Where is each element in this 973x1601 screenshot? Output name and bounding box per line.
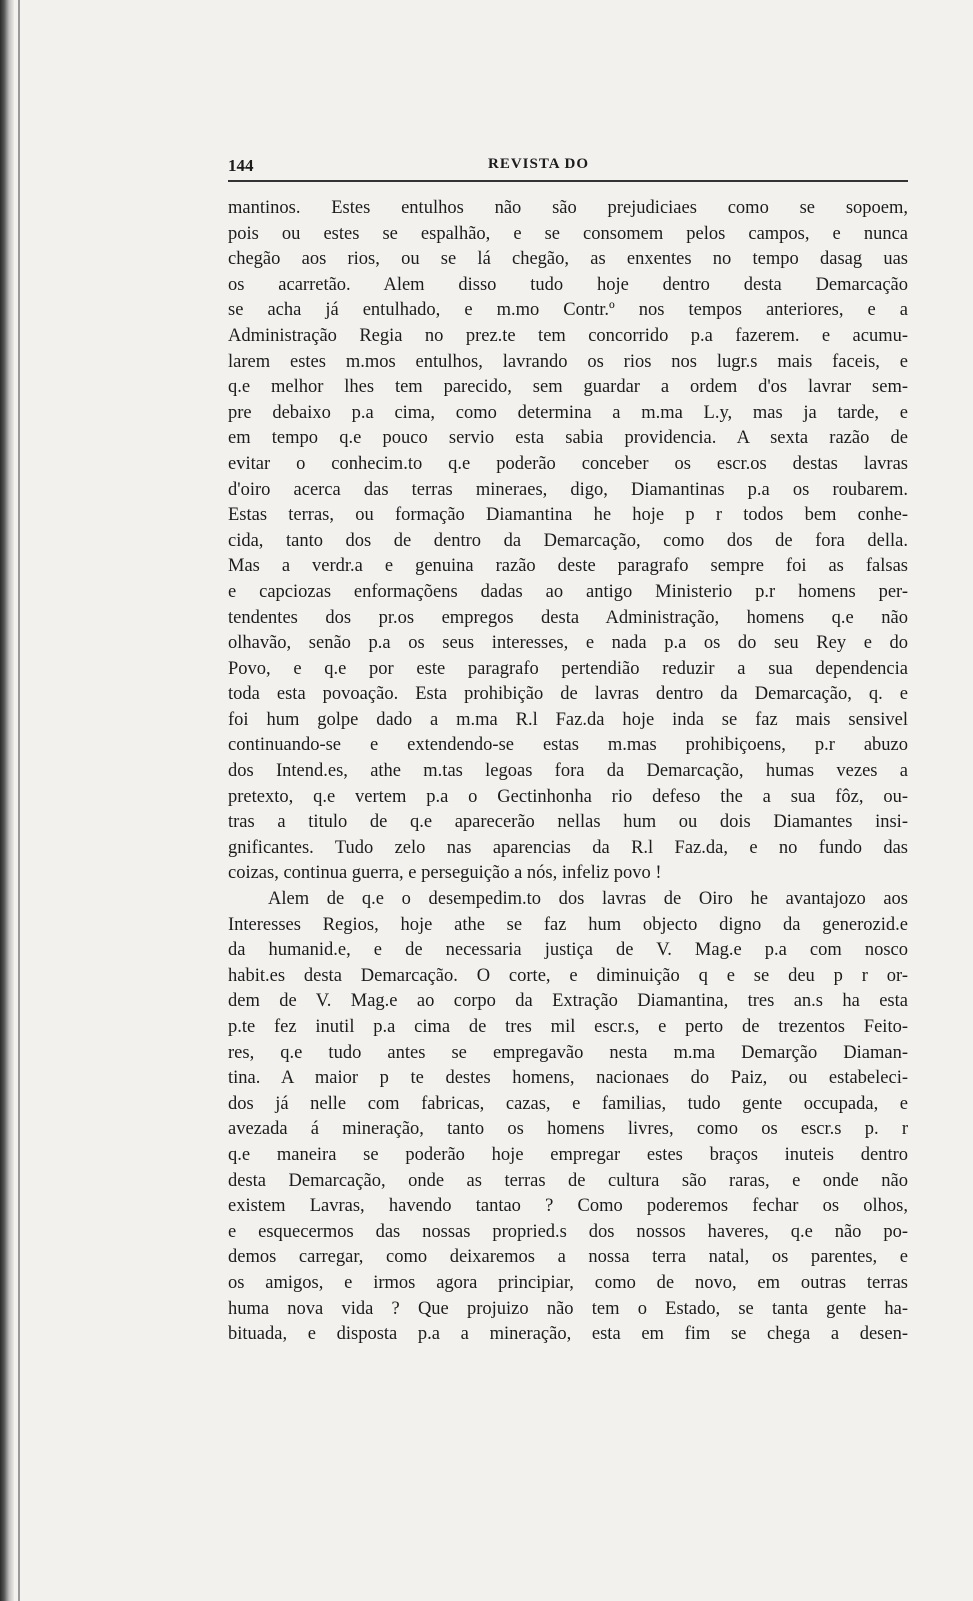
text-line: q.e maneira se poderão hoje empregar estes braços inuteis dentro [228,1144,908,1165]
text-line: cida, tanto dos de dentro da Demarcação, como dos de fora della. [228,530,908,551]
text-line: q.e melhor lhes tem parecido, sem guardar a ordem d'os lavrar sem- [228,377,908,398]
text-line: dos já nelle com fabricas, cazas, e familias, tudo gente occupada, e [228,1093,908,1114]
text-line: tendentes dos pr.os empregos desta Administração, homens q.e não [228,607,908,628]
text-line: Alem de q.e o desempedim.to dos lavras de Oiro he avantajozo aos [268,889,908,910]
text-line: gnificantes. Tudo zelo nas aparencias da R.l Faz.da, e no fundo das [228,837,908,858]
text-line: p.te fez inutil p.a cima de tres mil escr.s, e perto de trezentos Feito- [228,1017,908,1037]
text-line: e capciozas enformaçõens dadas ao antigo Ministerio p.r homens per- [228,581,908,602]
text-line: larem estes m.mos entulhos, lavrando os rios nos lugr.s mais faceis, e [228,351,908,372]
text-line: foi hum golpe dado a m.ma R.l Faz.da hoje inda se faz mais sensivel [228,709,908,730]
text-line: tina. A maior p te destes homens, nacionaes do Paiz, ou estabeleci- [228,1068,908,1089]
text-line: demos carregar, como deixaremos a nossa terra natal, os parentes, e [228,1247,908,1268]
text-line: res, q.e tudo antes se empregavão nesta m.ma Demarção Diaman- [228,1042,908,1063]
text-line: Estas terras, ou formação Diamantina he hoje p r todos bem conhe- [228,505,908,526]
text-line: toda esta povoação. Esta prohibição de lavras dentro da Demarcação, q. e [228,684,908,705]
text-line: os amigos, e irmos agora principiar, como de novo, em outras terras [228,1272,908,1293]
text-line: da humanid.e, e de necessaria justiça de V. Mag.e p.a com nosco [228,940,908,961]
text-line: huma nova vida ? Que projuizo não tem o Estado, se tanta gente ha- [228,1298,908,1319]
text-line: olhavão, senão p.a os seus interesses, e nada p.a os do seu Rey e do [228,633,908,654]
text-line: em tempo q.e pouco servio esta sabia providencia. A sexta razão de [228,428,908,449]
text-line: Interesses Regios, hoje athe se faz hum objecto digno da generozid.e [228,914,908,935]
text-line: dem de V. Mag.e ao corpo da Extração Diamantina, tres an.s ha esta [228,991,908,1012]
page-header [228,150,908,182]
text-line: chegão aos rios, ou se lá chegão, as enxentes no tempo dasag uas [228,249,908,270]
text-line: mantinos. Estes entulhos não são prejudiciaes como se sopoem, [228,198,908,218]
text-line: existem Lavras, havendo tantao ? Como poderemos fechar os olhos, [228,1196,908,1217]
text-line: coizas, continua guerra, e perseguição a nós, infeliz povo ! [228,863,662,884]
text-line: Povo, e q.e por este paragrafo pertendião reduzir a sua dependencia [228,658,908,679]
text-line: e esquecermos das nossas propried.s dos nossos haveres, q.e não po- [228,1221,908,1242]
text-line: pretexto, q.e vertem p.a o Gectinhonha rio defeso the a sua fôz, ou- [228,786,908,807]
text-line: dos Intend.es, athe m.tas legoas fora da Demarcação, humas vezes a [228,761,908,782]
text-line: Mas a verdr.a e genuina razão deste paragrafo sempre foi as falsas [228,556,908,577]
text-line: tras a titulo de q.e aparecerão nellas hum ou dois Diamantes insi- [228,812,908,833]
text-line: pois ou estes se espalhão, e se consomem pelos campos, e nunca [228,223,908,244]
page-number: 144 [228,156,254,175]
text-line: pre debaixo p.a cima, como determina a m.ma L.y, mas ja tarde, e [228,402,908,423]
running-title: REVISTA DO [488,156,589,172]
text-line: evitar o conhecim.to q.e poderão conceber os escr.os destas lavras [228,453,908,474]
text-line: os acarretão. Alem disso tudo hoje dentro desta Demarcação [228,274,908,295]
document-page [228,150,908,1348]
book-binding-edge [0,0,14,1601]
body-text [228,196,908,1348]
text-line: Administração Regia no prez.te tem concorrido p.a fazerem. e acumu- [228,325,908,346]
text-line: desta Demarcação, onde as terras de cultura são raras, e onde não [228,1170,908,1191]
text-line: se acha já entulhado, e m.mo Contr.º nos tempos anteriores, e a [228,300,908,321]
text-line: habit.es desta Demarcação. O corte, e diminuição q e se deu p r or- [228,965,908,986]
binding-shadow-line [18,0,20,1601]
text-line: avezada á mineração, tanto os homens livres, como os escr.s p. r [228,1119,908,1140]
text-line: d'oiro acerca das terras mineraes, digo, Diamantinas p.a os roubarem. [228,479,908,500]
text-line: bituada, e disposta p.a a mineração, esta em fim se chega a desen- [228,1324,908,1345]
text-line: continuando-se e extendendo-se estas m.mas prohibiçoens, p.r abuzo [228,735,908,756]
